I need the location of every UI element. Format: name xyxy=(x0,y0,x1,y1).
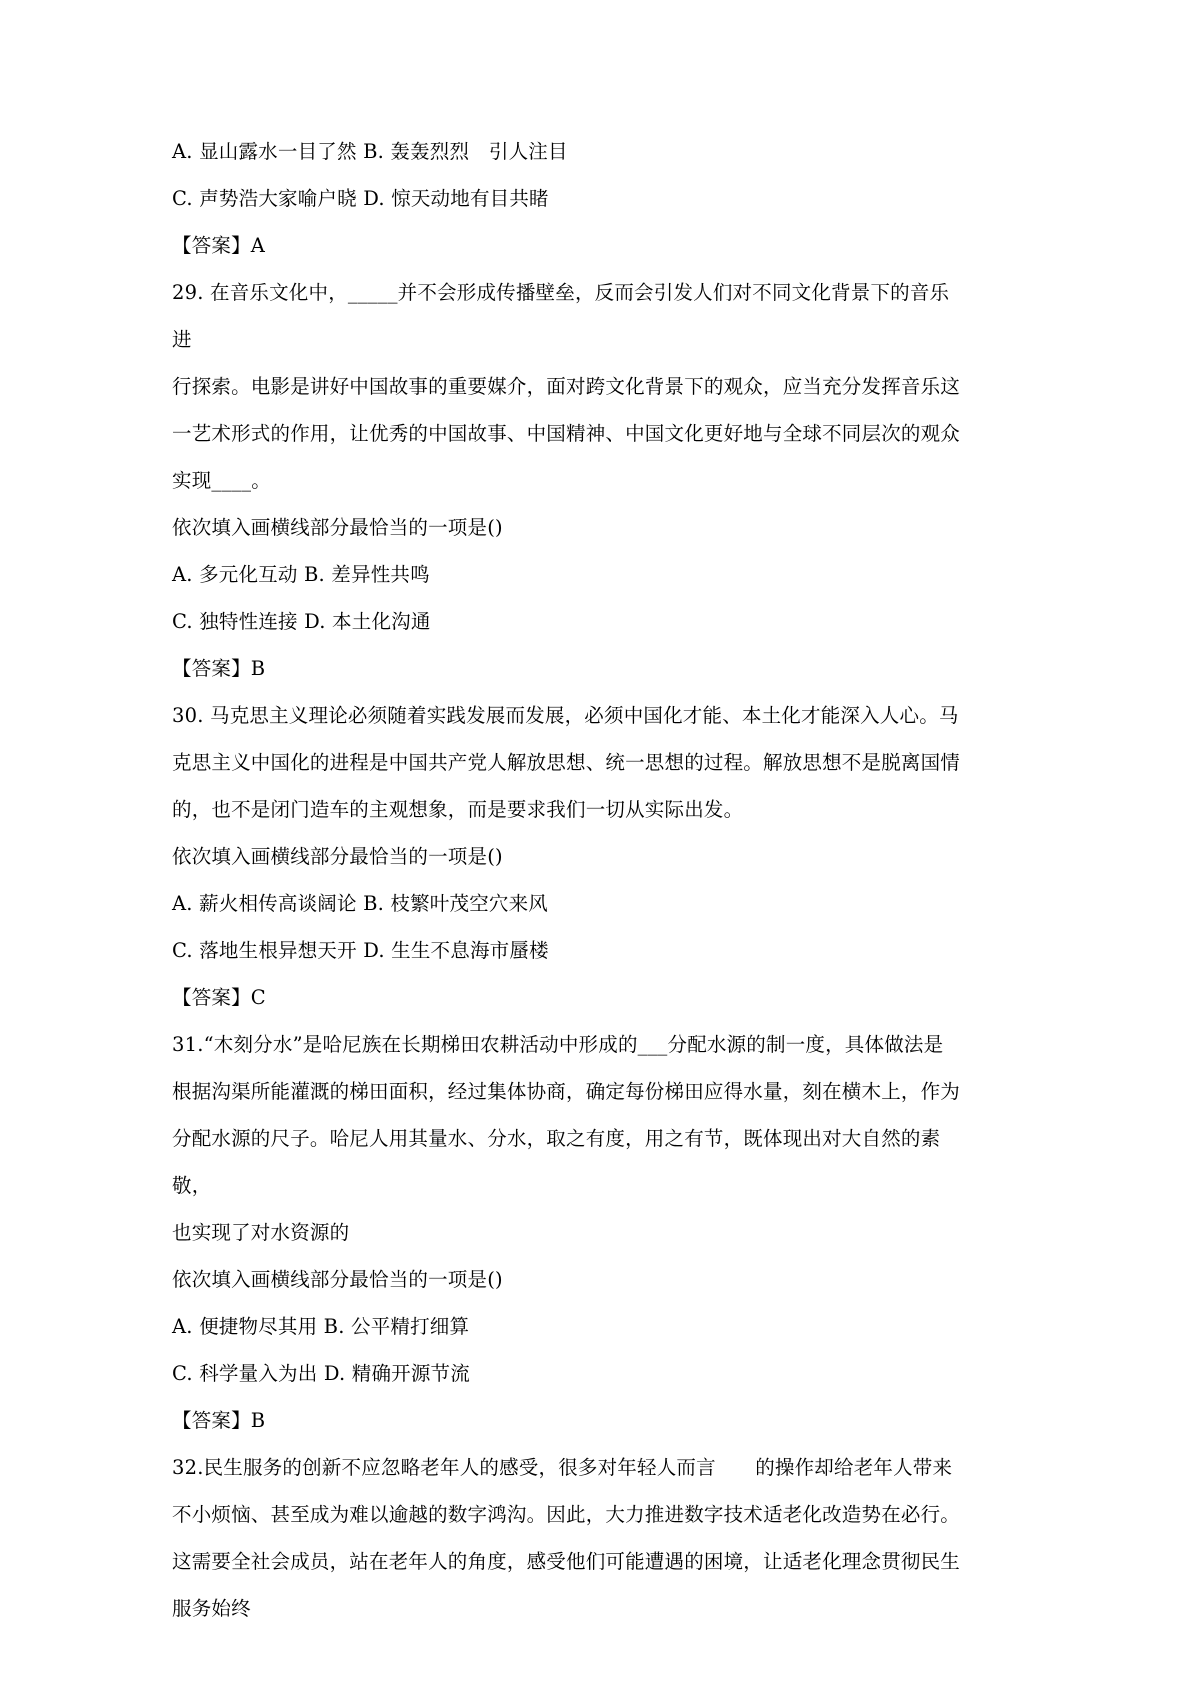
text-line: 这需要全社会成员，站在老年人的角度，感受他们可能遭遇的困境，让适老化理念贯彻民生 xyxy=(172,1550,961,1573)
answer-line: 【答案】C xyxy=(172,986,266,1009)
text-line: 根据沟渠所能灌溉的梯田面积，经过集体协商，确定每份梯田应得水量，刻在横木上，作为 xyxy=(172,1080,961,1103)
text-line: 31.“木刻分水”是哈尼族在长期梯田农耕活动中形成的___分配水源的制一度，具体做法是 xyxy=(172,1033,944,1056)
text-line: 分配水源的尺子。哈尼人用其量水、分水，取之有度，用之有节，既体现出对大自然的素敬， xyxy=(172,1127,941,1197)
document-body xyxy=(172,128,962,1632)
text-line: C. 落地生根异想天开 D. 生生不息海市蜃楼 xyxy=(172,939,549,962)
question-32-stem xyxy=(172,1444,962,1632)
text-line: 依次填入画横线部分最恰当的一项是() xyxy=(172,845,503,868)
text-line: 的，也不是闭门造车的主观想象，而是要求我们一切从实际出发。 xyxy=(172,798,744,821)
text-line: 29. 在音乐文化中，_____并不会形成传播壁垒，反而会引发人们对不同文化背景下的音乐进 xyxy=(172,281,950,351)
text-line: 行探索。电影是讲好中国故事的重要媒介，面对跨文化背景下的观众，应当充分发挥音乐这 xyxy=(172,375,961,398)
text-line: A. 显山露水一目了然 B. 轰轰烈烈 引人注目 xyxy=(172,140,568,163)
text-line: 依次填入画横线部分最恰当的一项是() xyxy=(172,516,503,539)
text-line: C. 声势浩大家喻户晓 D. 惊天动地有目共睹 xyxy=(172,187,549,210)
answer-line: 【答案】B xyxy=(172,1409,266,1432)
question-29-prompt xyxy=(172,504,962,551)
question-31-stem xyxy=(172,1021,962,1256)
text-line: 一艺术形式的作用，让优秀的中国故事、中国精神、中国文化更好地与全球不同层次的观众 xyxy=(172,422,961,445)
question-30-options xyxy=(172,880,962,974)
question-29-options xyxy=(172,551,962,645)
text-line: A. 多元化互动 B. 差异性共鸣 xyxy=(172,563,430,586)
text-line: 不小烦恼、甚至成为难以逾越的数字鸿沟。因此，大力推进数字技术适老化改造势在必行。 xyxy=(172,1503,961,1526)
text-line: A. 便捷物尽其用 B. 公平精打细算 xyxy=(172,1315,470,1338)
text-line: 也实现了对水资源的 xyxy=(172,1221,350,1244)
question-31-prompt xyxy=(172,1256,962,1303)
text-line: C. 独特性连接 D. 本土化沟通 xyxy=(172,610,431,633)
question-29-stem xyxy=(172,269,962,504)
question-28-options xyxy=(172,128,962,222)
text-line: 32.民生服务的创新不应忽略老年人的感受，很多对年轻人而言 的操作却给老年人带来 xyxy=(172,1456,953,1479)
question-30-prompt xyxy=(172,833,962,880)
question-30-answer xyxy=(172,974,962,1021)
question-29-answer xyxy=(172,645,962,692)
text-line: 服务始终 xyxy=(172,1597,251,1620)
question-31-options xyxy=(172,1303,962,1397)
answer-line: 【答案】A xyxy=(172,234,266,257)
text-line: 克思主义中国化的进程是中国共产党人解放思想、统一思想的过程。解放思想不是脱离国情 xyxy=(172,751,961,774)
question-30-stem xyxy=(172,692,962,833)
text-line: A. 薪火相传高谈阔论 B. 枝繁叶茂空穴来风 xyxy=(172,892,549,915)
text-line: 实现____。 xyxy=(172,469,271,492)
question-28-answer xyxy=(172,222,962,269)
text-line: 依次填入画横线部分最恰当的一项是() xyxy=(172,1268,503,1291)
answer-line: 【答案】B xyxy=(172,657,266,680)
text-line: 30. 马克思主义理论必须随着实践发展而发展，必须中国化才能、本土化才能深入人心。马 xyxy=(172,704,959,727)
text-line: C. 科学量入为出 D. 精确开源节流 xyxy=(172,1362,470,1385)
question-31-answer xyxy=(172,1397,962,1444)
